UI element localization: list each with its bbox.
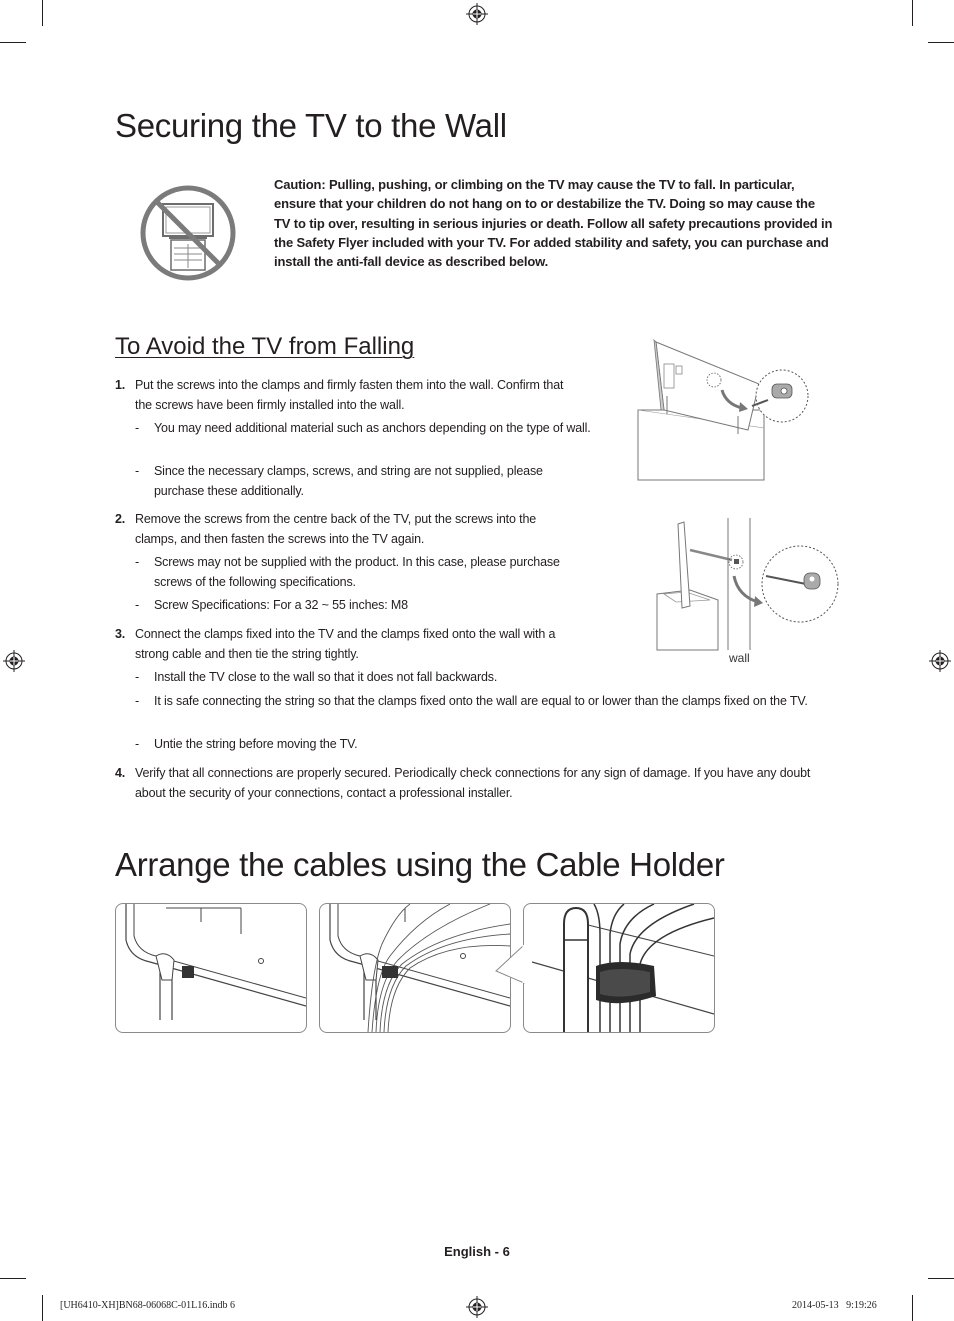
tv-cables-illustration (320, 904, 510, 1032)
bullet-dash: - (135, 670, 140, 684)
bullet-dash: - (135, 737, 140, 751)
step-note-text: Screw Specifications: For a 32 ~ 55 inches: M8 (154, 598, 408, 612)
crop-mark (42, 1295, 43, 1321)
crop-mark (912, 0, 913, 26)
step-text: Connect the clamps fixed into the TV and the clamps fixed onto the wall with a strong cable and then tie the string tightly. (135, 627, 556, 661)
crop-mark (912, 1295, 913, 1321)
registration-mark-icon (466, 1296, 488, 1318)
section-heading-cable-holder: Arrange the cables using the Cable Holder (115, 846, 725, 883)
step-note-text: Since the necessary clamps, screws, and string are not supplied, please purchase these additionally. (154, 464, 543, 498)
bullet-dash: - (135, 464, 140, 478)
cable-holder-closeup-illustration (524, 904, 714, 1032)
tv-clamp-illustration (634, 338, 809, 483)
step-note-text: You may need additional material such as anchors depending on the type of wall. (154, 421, 591, 435)
step-number: 4. (115, 766, 126, 780)
step-number: 3. (115, 627, 126, 641)
crop-mark (42, 0, 43, 26)
step-note-text: It is safe connecting the string so that the clamps fixed onto the wall are equal to or lower than the clamps fixed on the TV. (154, 694, 808, 708)
print-slug-left: [UH6410-XH]BN68-06068C-01L16.indb 6 (60, 1300, 235, 1311)
crop-mark (928, 1278, 954, 1279)
crop-mark (0, 42, 26, 43)
cable-holder-step-1-image (115, 903, 307, 1033)
bullet-dash: - (135, 598, 140, 612)
caution-paragraph: Caution: Pulling, pushing, or climbing on the TV may cause the TV to fall. In particular, ensure that your children do not hang on to or destabilize the TV. Doing so may cause the TV to tip over, resulting in serious injuries or death. Follow all safety precautions provided in the Safety Flyer included with your TV. For added stability and safety, you can purchase and install the anti-fall device as described below. (274, 177, 833, 270)
cable-holder-step-3-image (523, 903, 715, 1033)
step-number: 1. (115, 378, 126, 392)
no-tv-tipping-icon (139, 184, 237, 282)
step-note-text: Install the TV close to the wall so that it does not fall backwards. (154, 670, 498, 684)
step-text: Put the screws into the clamps and firmly fasten them into the wall. Confirm that the screws have been firmly installed into the wall. (135, 378, 564, 412)
section-heading-avoid-falling: To Avoid the TV from Falling (115, 333, 415, 360)
step-note-text: Untie the string before moving the TV. (154, 737, 358, 751)
bullet-dash: - (135, 694, 140, 708)
step-text: Remove the screws from the centre back of the TV, put the screws into the clamps, and then fasten the screws into the TV again. (135, 512, 537, 546)
print-slug-right: 2014-05-13 9:19:26 (792, 1300, 877, 1311)
bullet-dash: - (135, 421, 140, 435)
step-number: 2. (115, 512, 126, 526)
page-title: Securing the TV to the Wall (115, 107, 507, 144)
step-text: Verify that all connections are properly secured. Periodically check connections for any sign of damage. If you have any doubt about the security of your connections, contact a professional installer. (135, 766, 811, 800)
registration-mark-icon (3, 650, 25, 672)
crop-mark (0, 1278, 26, 1279)
tv-corner-illustration (116, 904, 306, 1032)
registration-mark-icon (929, 650, 951, 672)
cable-holder-step-2-image (319, 903, 511, 1033)
registration-mark-icon (466, 3, 488, 25)
crop-mark (928, 42, 954, 43)
callout-pointer-icon (494, 945, 526, 985)
bullet-dash: - (135, 555, 140, 569)
tv-wall-string-illustration (654, 518, 840, 653)
page-footer: English - 6 (444, 1244, 510, 1259)
step-note-text: Screws may not be supplied with the product. In this case, please purchase screws of the following specifications. (154, 555, 560, 589)
wall-label: wall (729, 651, 750, 665)
